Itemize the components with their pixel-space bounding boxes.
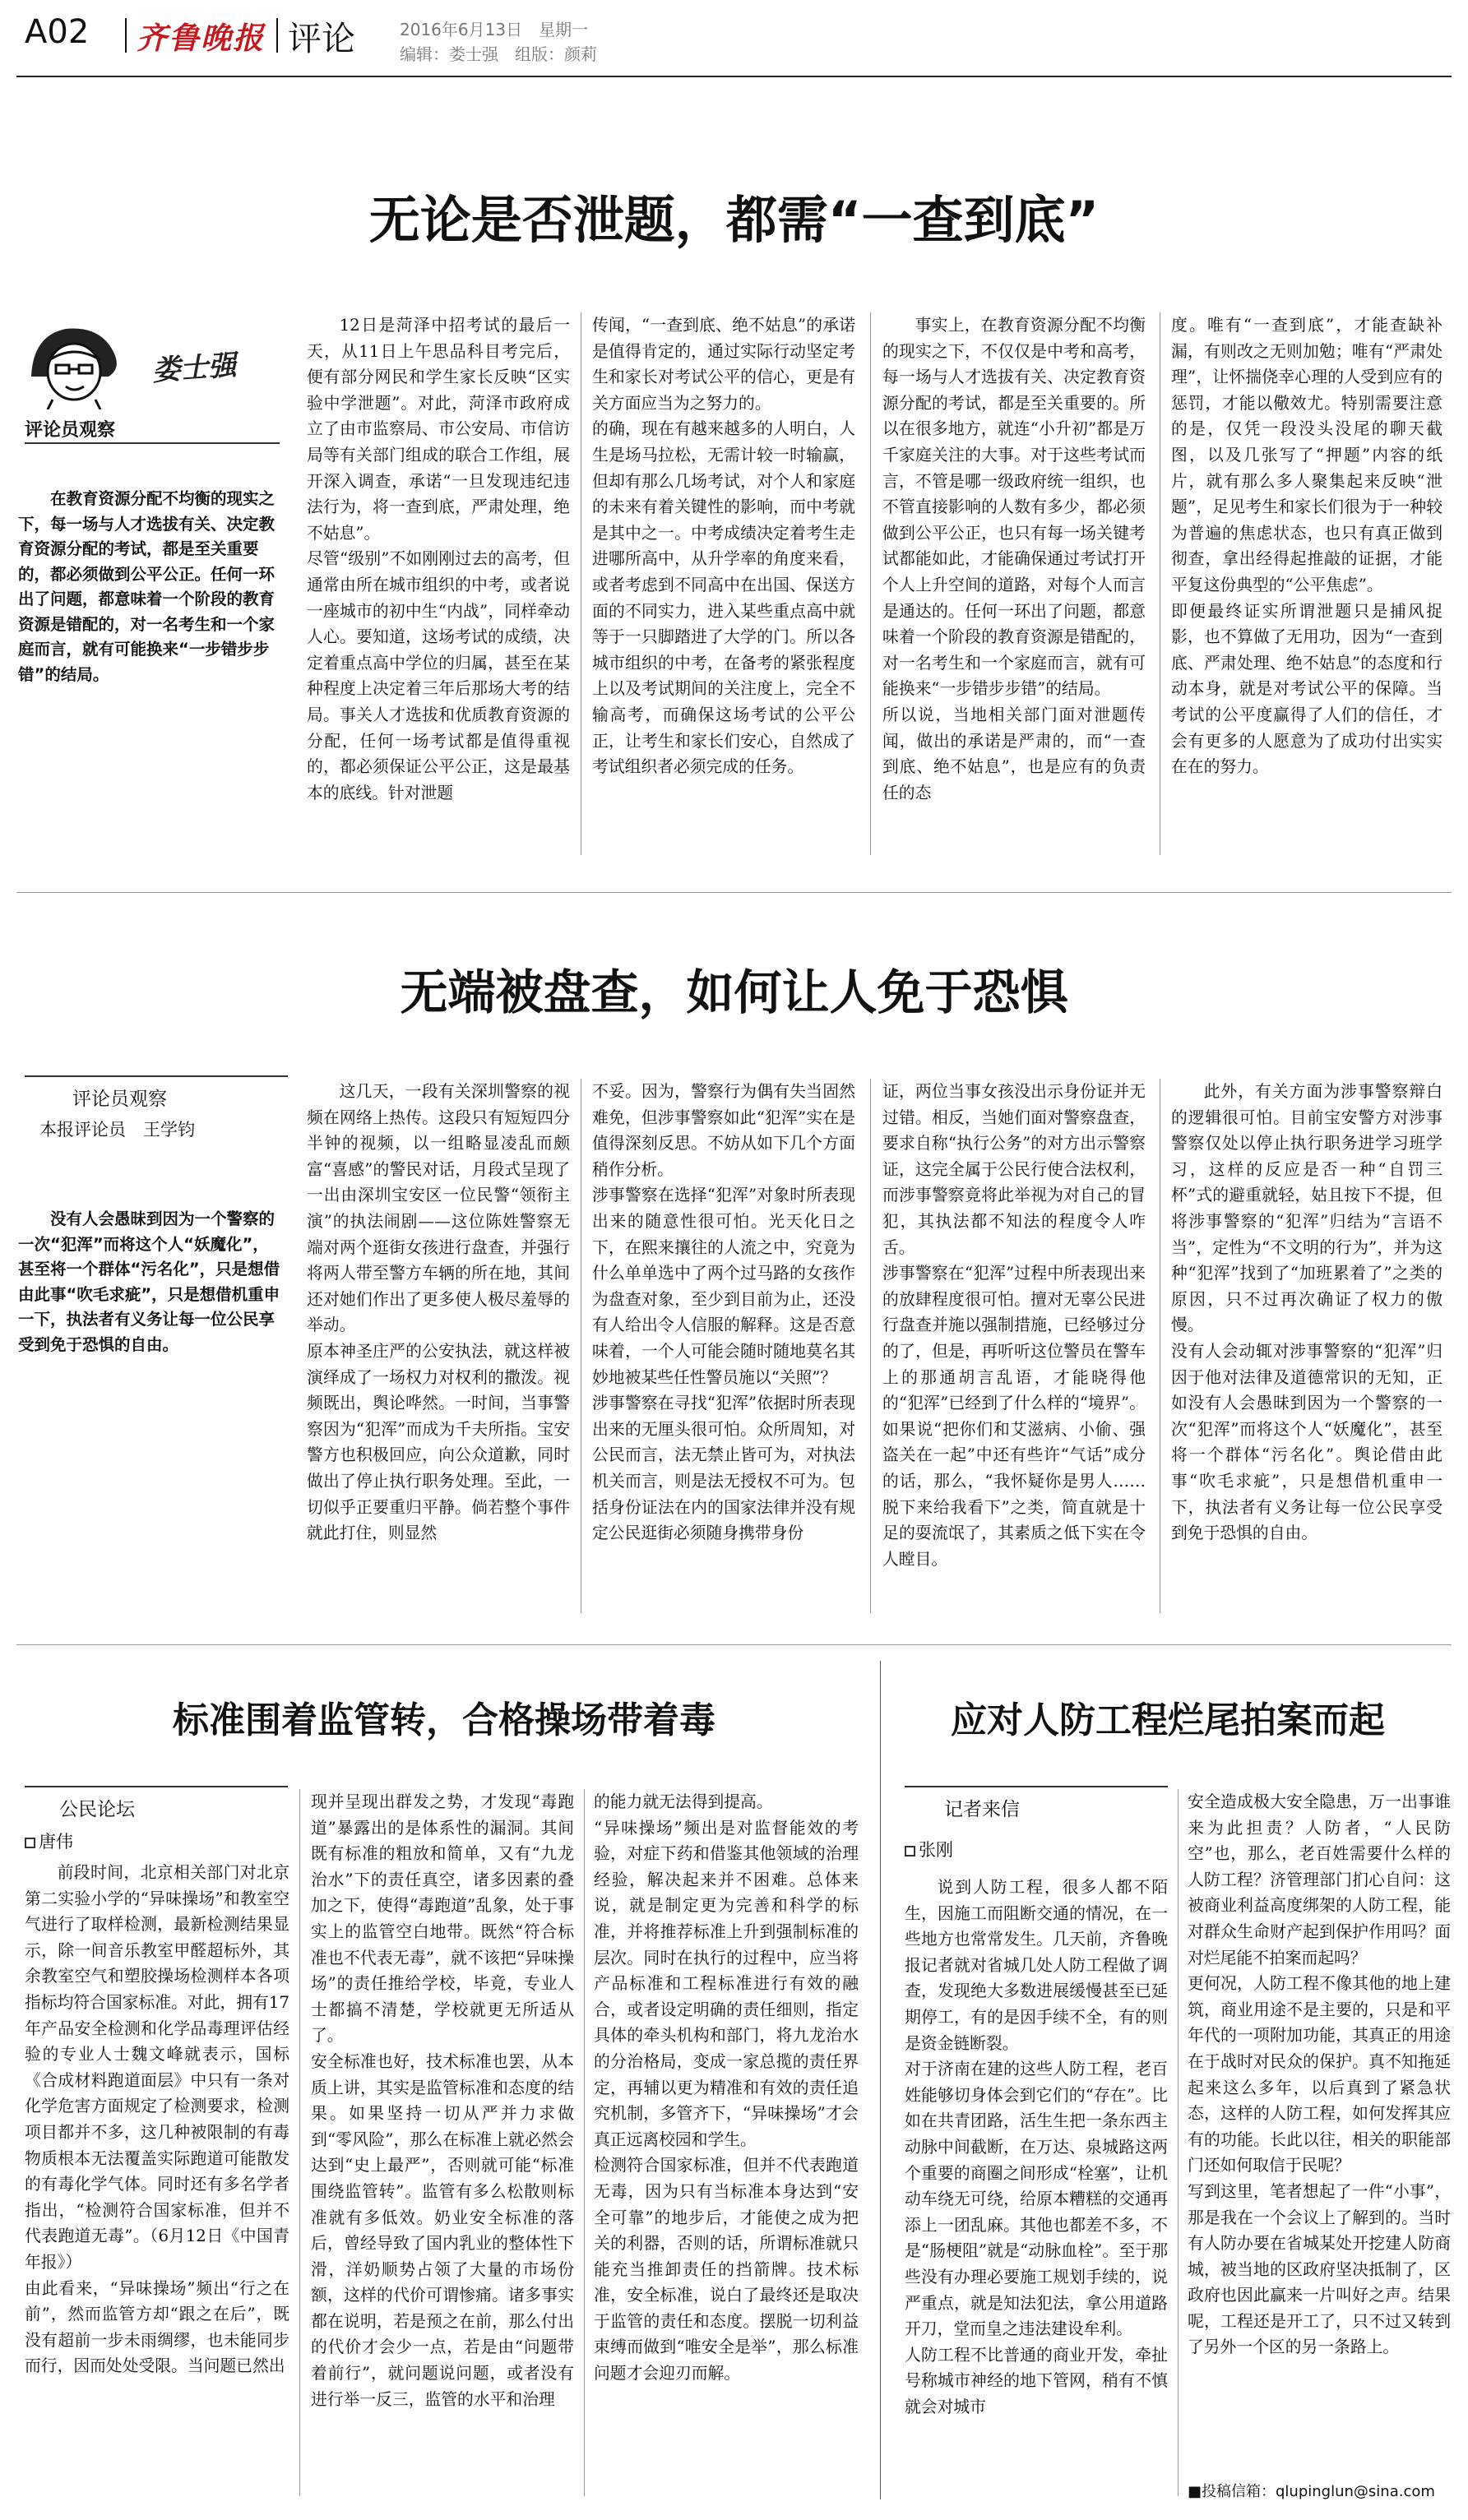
newspaper-brand-logo: 齐鲁晚报 [137,20,265,56]
section-rule [16,1644,1452,1645]
header-divider [276,18,278,53]
author-portrait [25,319,132,409]
date-text: 2016年6月13日 [400,20,523,39]
article2-headline: 无端被盘查，如何让人免于恐惧 [400,964,1068,1020]
column-label-underline [25,442,280,444]
header-rule [16,76,1452,77]
article1-column-4: 度。唯有“一查到底”，才能查缺补漏，有则改之无则加勉；唯有“严肃处理”，让怀揣侥幸心理的人受到应有的惩罚，才能以儆效尤。特别需要注意的是，仅凭一段没头没尾的聊天截图，以及几张写了“押题”内容的纸片，就有那么多人聚集起来反映“泄题”，足见考生和家长们很为于一种较为普遍的焦虑状态，也只有真正做到彻查，拿出经得起推敲的证据，才能平复这份典型的“公平焦虑”。 即便最终证实所谓泄题只是捕风捉影，也不算做了无用功，因为“一查到底、严肃处理、绝不姑息”的态度和行动本身，就是对考试公平的保障。当考试的公平度赢得了人们的信任，才会有更多的人愿意为了成功付出实实在在的努力。 [1171,316,1443,777]
article2-column-4: 此外，有关方面为涉事警察辩白的逻辑很可怕。目前宝安警方对涉事警察仅处以停止执行职务进学习班学习，这样的反应是否一种“自罚三杯”式的避重就轻，姑且按下不提，但将涉事警察的“犯浑”归结为“言语不当”，定性为“不文明的行为”，并为这种“犯浑”找到了“加班累着了”之类的原因，只不过再次确证了权力的傲慢。 没有人会动辄对涉事警察的“犯浑”归因于他对法律及道德常识的无知，正如没有人会愚昧到因为一个警察的一次“犯浑”而将这个人“妖魔化”，甚至将一个群体“污名化”。舆论借由此事“吹毛求疵”，只是想借机重申一下，执法者有义务让每一位公民享受到免于恐惧的自由。 [1171,1082,1443,1543]
article2-byline: 本报评论员 王学钧 [39,1120,195,1140]
column-divider [1178,1789,1179,2496]
article3-column-2: 现并呈现出群发之势，才发现“毒跑道”暴露出的是体系性的漏洞。其间既有标准的粗放和简单，又有“九龙治水”下的责任真空，诸多因素的叠加之下，使得“毒跑道”乱象，处于事实上的监管空白地带。既然“符合标准也不代表无毒”，就不该把“异味操场”的责任推给学校，毕竟，专业人士都搞不清楚，学校就更无所适从了。 安全标准也好，技术标准也罢，从本质上讲，其实是监管标准和态度的结果。如果坚持一切从严并力求做到“零风险”，那么在标准上就必然会达到“史上最严”，否则就可能“标准围绕监管转”。监管有多么松散则标准就有多低效。奶业安全标准的落后，曾经导致了国内乳业的整体性下滑，洋奶顺势占领了大量的市场份额，这样的代价可谓惨痛。诸多事实都在说明，若是预之在前，那么付出的代价才会少一点，若是由“问题带着前行”，就问题说问题，或者没有进行举一反三，监管的水平和治理 [311,1792,574,2409]
editor-credits [400,41,597,65]
article1-column-1: 12日是菏泽中招考试的最后一天，从11日上午思品科目考完后，便有部分网民和学生家长反映“区实验中学泄题”。对此，菏泽市政府成立了由市监察局、市公安局、市信访局等有关部门组成的联合工作组，展开深入调查，承诺“一旦发现违纪违法行为，将一查到底，严肃处理，绝不姑息”。 尽管“级别”不如刚刚过去的高考，但通常由所在城市组织的中考，或者说一座城市的初中生“内战”，同样牵动人心。要知道，这场考试的成绩，决定着重点高中学位的归属，甚至在某种程度上决定着三年后那场大考的结局。事关人才选拔和优质教育资源的分配，任何一场考试都是值得重视的，都必须保证公平公正，这是最基本的底线。针对泄题 [307,316,570,802]
column-divider [584,1789,585,2496]
article2-column-1: 这几天，一段有关深圳警察的视频在网络上热传。这段只有短短四分半钟的视频，以一组略显凌乱而颇富“喜感”的警民对话，月段式呈现了一出由深圳宝安区一位民警“领衔主演”的执法闹剧——这位陈姓警察无端对两个逛街女孩进行盘查，并强行将两人带至警方车辆的所在地，其间还对她们作出了更多使人极尽羞辱的举动。 原本神圣庄严的公安执法，就这样被演绎成了一场权力对权利的撒泼。视频既出，舆论哗然。一时间，当事警察因为“犯浑”而成为千夫所指。宝安警方也积极回应，向公众道歉，同时做出了停止执行职务处理。至此，一切似乎正要重归平静。倘若整个事件就此打住，则显然 [307,1082,570,1543]
editor-name: 编辑：娄士强 [400,44,498,64]
column-divider [870,312,871,855]
article3-column-3: 的能力就无法得到提高。 “异味操场”频出是对监督能效的考验，对症下药和借鉴其他领域的治理经验，解决起来并不困难。总体来说，就是制定更为完善和科学的标准，并将推荐标准上升到强制标准的层次。同时在执行的过程中，应当将产品标准和工程标准进行有效的融合，或者设定明确的责任细则，指定具体的牵头机构和部门，将九龙治水的分治格局，变成一家总揽的责任界定，再辅以更为精准和有效的责任追究机制，多管齐下，“异味操场”才会真正远离校园和学生。 检测符合国家标准，但并不代表跑道无毒，因为只有当标准本身达到“安全可靠”的地步后，才能使之成为把关的利器，否则的话，所谓标准就只能充当推卸责任的挡箭牌。技术标准，安全标准，说白了最终还是取决于监管的责任和态度。摆脱一切利益束缚而做到“唯安全是举”，那么标准问题才会迎刃而解。 [594,1792,859,2384]
column-label: 评论员观察 [72,1089,167,1110]
article2-column-2: 不妥。因为，警察行为偶有失当固然难免，但涉事警察如此“犯浑”实在是值得深刻反思。不妨从如下几个方面稍作分析。 涉事警察在选择“犯浑”对象时所表现出来的随意性很可怕。光天化日之下，在熙来攘往的人流之中，究竟为什么单单选中了两个过马路的女孩作为盘查对象，至少到目前为止，还没有人给出令人信服的解释。这是否意味着，一个人可能会随时随地莫名其妙地被某些任性警员施以“关照”？ 涉事警察在寻找“犯浑”依据时所表现出来的无厘头很可怕。众所周知，对公民而言，法无禁止皆可为，对执法机关而言，则是法无授权不可为。包括身份证法在内的国家法律并没有规定公民逛街必须随身携带身份 [592,1082,855,1543]
issue-date [400,16,588,40]
article2-lead: 没有人会愚昧到因为一个警察的一次“犯浑”而将这个人“妖魔化”，甚至将一个群体“污名化”，只是想借由此事“吹毛求疵”，只是想借机重申一下，执法者有义务让每一位公民享受到免于恐惧的自由。 [18,1209,280,1354]
column-label: 记者来信 [944,1799,1020,1820]
article1-column-3: 事实上，在教育资源分配不均衡的现实之下，不仅仅是中考和高考，每一场与人才选拔有关、决定教育资源分配的考试，都是至关重要的。所以在很多地方，就连“小升初”都是万千家庭关注的大事。对于这些考试而言，不管是哪一级政府统一组织，也不管直接影响的人数有多少，都必须做到公平公正，也只有每一场关键考试都能如此，才能确保通过考试打开个人上升空间的道路，对每个人而言是通达的。任何一环出了问题，都意味着一个阶段的教育资源是错配的，对一名考生和一个家庭而言，就有可能换来“一步错步步错”的结局。 所以说，当地相关部门面对泄题传闻，做出的承诺是严肃的，而“一查到底、绝不姑息”，也是应有的负责任的态 [882,316,1146,802]
header-divider [125,18,127,53]
author-signature: 娄士强 [151,349,238,388]
article2-column-3: 证，两位当事女孩没出示身份证并无过错。相反，当她们面对警察盘查，要求自称“执行公务”的对方出示警察证，这完全属于公民行使合法权利，而涉事警察竟将此举视为对自己的冒犯，其执法都不知法的程度令人咋舌。 涉事警察在“犯浑”过程中所表现出来的放肆程度很可怕。擅对无辜公民进行盘查并施以强制措施，已经够过分的了，但是，再听听这位警员在警车上的那通胡言乱语，才能晓得他的“犯浑”已经到了什么样的“境界”。如果说“把你们和艾滋病、小偷、强盗关在一起”中还有些许“气话”成分的话，那么，“我怀疑你是男人……脱下来给我看下”之类，简直就是十足的耍流氓了，其素质之低下实在令人瞠目。 [882,1082,1146,1569]
article4-headline: 应对人防工程烂尾拍案而起 [951,1699,1385,1741]
column-divider [870,1079,871,1613]
section-name: 评论 [288,19,355,58]
column-divider [299,1789,300,2496]
author-name: 张刚 [919,1840,953,1860]
page-header [16,10,1452,71]
column-label: 公民论坛 [59,1799,135,1820]
submission-email: ■投稿信箱：qlupinglun@sina.com [1188,2483,1435,2500]
square-bullet-icon [905,1846,915,1856]
weekday-text: 星期一 [539,20,589,39]
article1-lead: 在教育资源分配不均衡的现实之下，每一场与人才选拔有关、决定教育资源分配的考试，都是至关重要的，都必须做到公平公正。任何一环出了问题，都意味着一个阶段的教育资源是错配的，对一名考生和一个家庭而言，就有可能换来“一步错步步错”的结局。 [18,489,276,684]
caricature-icon [25,319,132,409]
article3-author [25,1829,73,1853]
article3-column-1: 前段时间，北京相关部门对北京第二实验小学的“异味操场”和教室空气进行了取样检测，最新检测结果显示，除一间音乐教室甲醛超标外，其余教室空气和塑胶操场检测样本各项指标均符合国家标准。对此，拥有17年产品安全检测和化学品毒理评估经验的专业人士魏文峰就表示，国标《合成材料跑道面层》中只有一条对化学危害方面规定了检测要求，检测项目都并不多，这几种被限制的有毒物质根本无法覆盖实际跑道可能散发的有毒化学气体。同时还有多名学者指出，“检测符合国家标准，但并不代表跑道无毒”。（6月12日《中国青年报》） 由此看来，“异味操场”频出“行之在前”，然而监管方却“跟之在后”，既没有超前一步未雨绸缪，也未能同步而行，因而处处受限。当问题已然出 [25,1863,289,2376]
article1-headline: 无论是否泄题，都需“一查到底” [368,190,1100,250]
column-label-bar [25,1786,288,1787]
author-name: 唐伟 [39,1832,73,1852]
article-divider [880,1661,881,2499]
article1-column-2: 传闻，“一查到底、绝不姑息”的承诺是值得肯定的，通过实际行动坚定考生和家长对考试公平的信心，更是有关方面应当为之努力的。 的确，现在有越来越多的人明白，人生是场马拉松，无需计较一时输赢，但却有那么几场考试，对个人和家庭的未来有着关键性的影响，而中考就是其中之一。中考成绩决定着考生走进哪所高中，从升学率的角度来看，或者考虑到不同高中在出国、保送方面的不同实力，进入某些重点高中就等于一只脚踏进了大学的门。所以各城市组织的中考，在备考的紧张程度上以及考试期间的关注度上，完全不输高考，而确保这场考试的公平公正，让考生和家长们安心，自然成了考试组织者必须完成的任务。 [592,316,855,777]
section-rule [16,892,1452,893]
square-bullet-icon [25,1838,35,1848]
column-label-bar [25,1075,288,1077]
article4-author [905,1837,953,1861]
column-label: 评论员观察 [25,420,116,441]
page-number: A02 [25,13,90,51]
article3-headline: 标准围着监管转，合格操场带着毒 [173,1699,715,1741]
article4-column-1: 说到人防工程，很多人都不陌生，因施工而阻断交通的情况，在一些地方也常常发生。几天前，齐鲁晚报记者就对省城几处人防工程做了调查，发现绝大多数进展缓慢甚至已延期停工，有的是因手续不全，有的则是资金链断裂。 对于济南在建的这些人防工程，老百姓能够切身体会到它们的“存在”。比如在共青团路，活生生把一条东西主动脉中间截断，在万达、泉城路这两个重要的商圈之间形成“栓塞”，让机动车绕无可绕，给原本糟糕的交通再添上一团乱麻。其他也都差不多，不是“肠梗阻”就是“动脉血栓”。至于那些没有办理必要施工规划手续的，说严重点，就是知法犯法，拿公用道路开刀，堂而皇之违法建设牟利。 人防工程不比普通的商业开发，牵扯号称城市神经的地下管网，稍有不慎就会对城市 [905,1878,1168,2416]
article4-column-2: 安全造成极大安全隐患，万一出事谁来为此担责？人防者，“人民防空”也，那么，老百姓需要什么样的人防工程？济管理部门扪心自问：这被商业利益高度绑架的人防工程，能对群众生命财产起到保护作用吗？面对烂尾能不拍案而起吗？ 更何况，人防工程不像其他的地上建筑，商业用途不是主要的，只是和平年代的一项附加功能，其真正的用途在于战时对民众的保护。真不知拖延起来这么多年，以后真到了紧急状态，这样的人防工程，如何发挥其应有的功能。长此以往，相关的职能部门还如何取信于民呢？ 写到这里，笔者想起了一件“小事”，那是我在一个会议上了解到的。当时有人防办要在省城某处开挖建人防商城，被当地的区政府坚决抵制了，区政府也因此赢来一片叫好之声。结果呢，工程还是开工了，只不过又转到了另外一个区的另一条路上。 [1188,1792,1451,2357]
column-label-bar [905,1786,1168,1787]
designer-name: 组版：颜莉 [515,44,597,64]
